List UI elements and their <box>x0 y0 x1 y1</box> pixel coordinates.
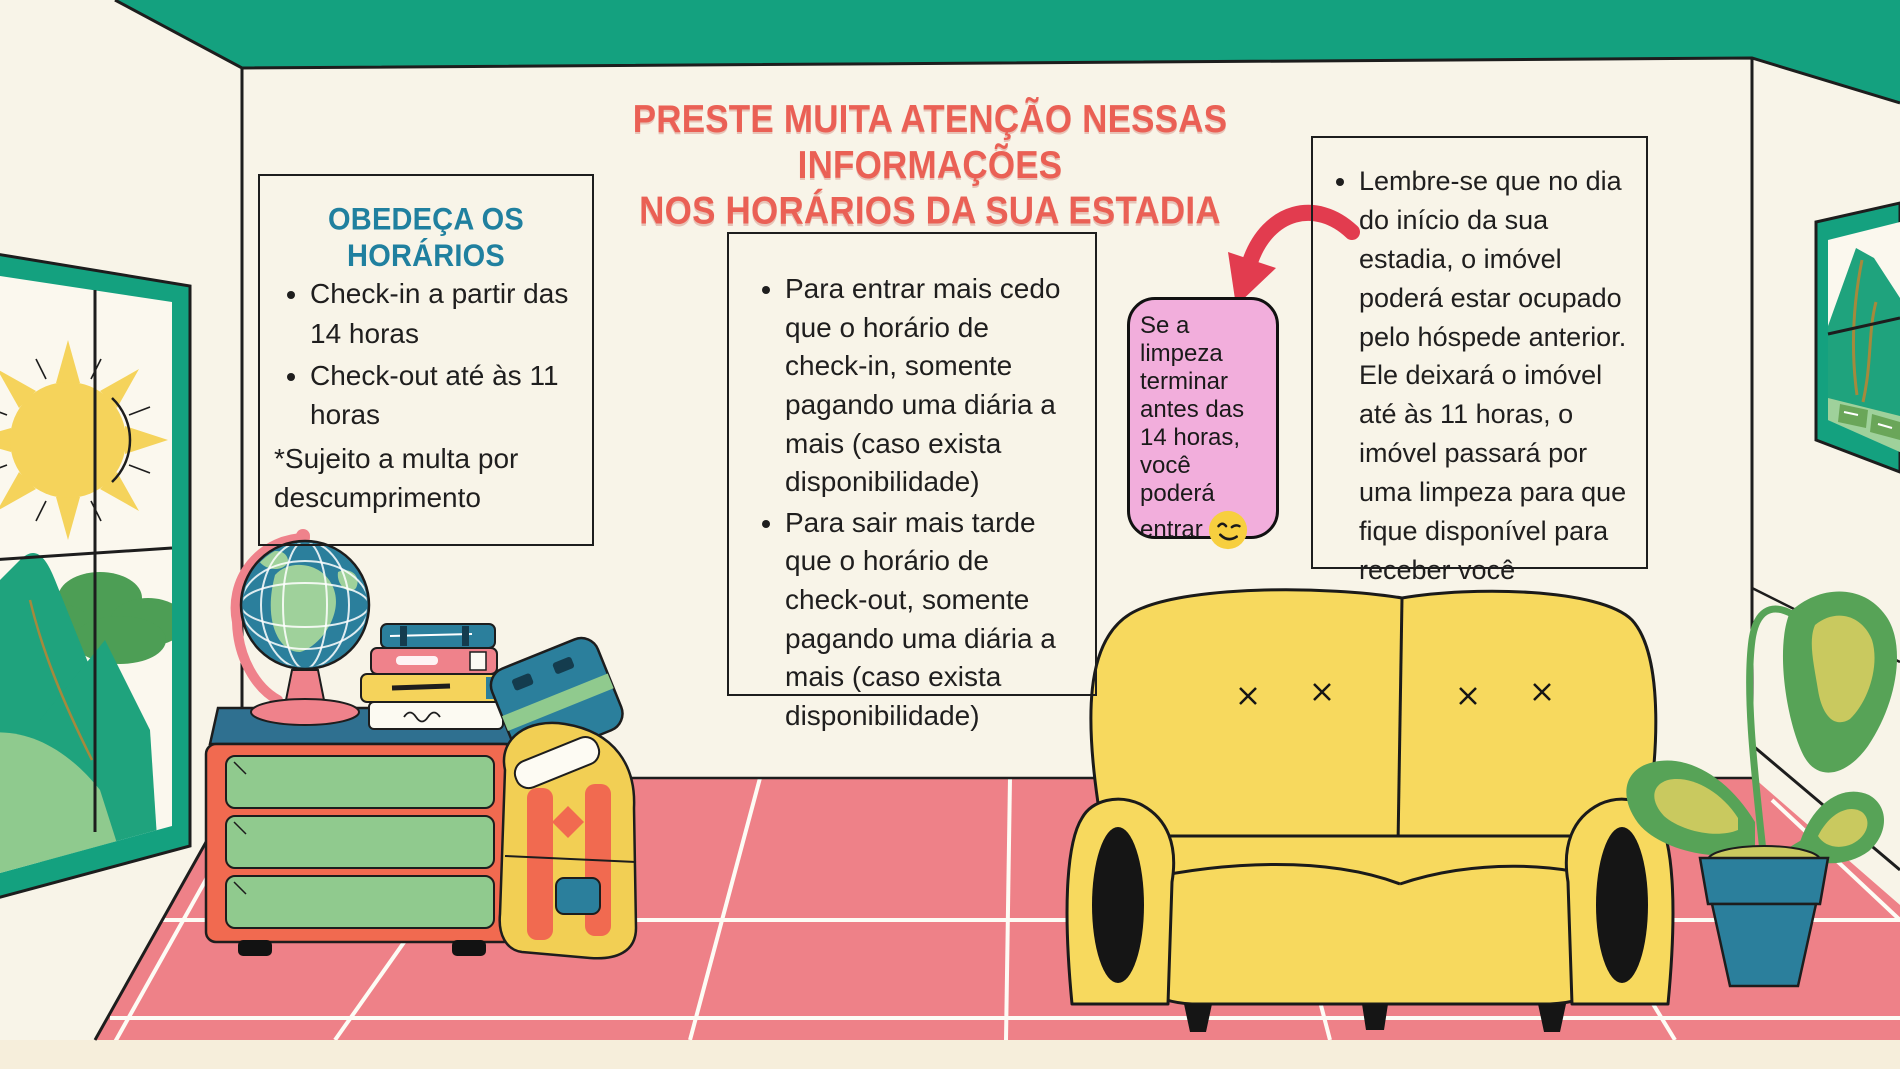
list-item: • Check-out até às 11 horas <box>310 356 578 436</box>
cleaning-note-bubble <box>1127 297 1279 543</box>
book-stack <box>361 624 503 729</box>
backpack <box>485 633 636 959</box>
reminder-list <box>1325 162 1636 590</box>
poster-title <box>540 96 1320 234</box>
reminder-box <box>1311 136 1648 585</box>
list-item: • Para entrar mais cedo que o horário de check-in, somente pagando uma diária a mais (caso exista disponibilidade) <box>785 270 1077 502</box>
globe <box>236 529 369 725</box>
sofa <box>1067 590 1673 1032</box>
list-item: • Para sair mais tarde que o horário de check-out, somente pagando uma diária a mais (caso exista disponibilidade) <box>785 504 1077 736</box>
list-item: • Check-in a partir das 14 horas <box>310 274 578 354</box>
fees-list <box>749 270 1077 736</box>
schedule-list <box>274 274 578 435</box>
schedule-heading: OBEDEÇA OS HORÁRIOS <box>328 202 524 274</box>
ceiling <box>115 0 1900 103</box>
list-item: • Lembre-se que no dia do início da sua estadia, o imóvel poderá estar ocupado pelo hóspede anterior. Ele deixará o imóvel até às 11 horas, o imóvel passará por uma limpeza para que fique disponível para receber você <box>1359 162 1636 590</box>
cleaning-note-text: Se a limpeza terminar antes das 14 horas, você poderá entrar <box>1140 312 1245 543</box>
schedule-box <box>258 174 594 546</box>
fees-box <box>727 232 1097 731</box>
title-line-1: PRESTE MUITA ATENÇÃO NESSAS INFORMAÇÕES <box>632 97 1228 187</box>
dresser <box>206 708 516 956</box>
left-window <box>0 248 190 908</box>
right-window <box>1816 203 1900 472</box>
title-line-2: NOS HORÁRIOS DA SUA ESTADIA <box>639 188 1221 233</box>
winking-face-icon <box>1207 509 1249 551</box>
dresser-drawers <box>226 756 494 928</box>
schedule-footnote: *Sujeito a multa por descumprimento <box>274 443 519 514</box>
floor-front-strip <box>0 1040 1900 1069</box>
